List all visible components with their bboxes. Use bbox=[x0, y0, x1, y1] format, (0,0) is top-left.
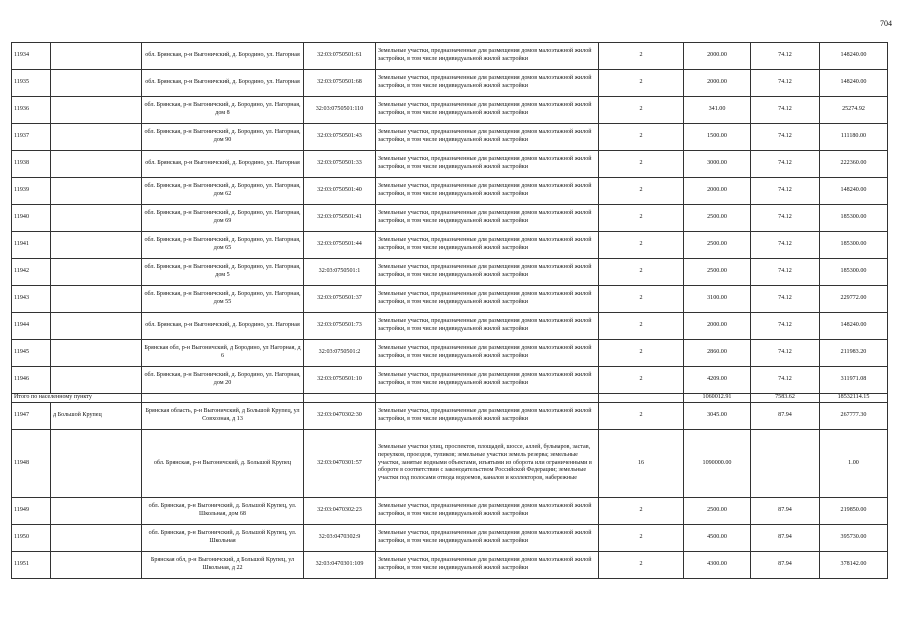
specific-value-cell: 74.12 bbox=[751, 367, 820, 394]
land-use-cell: Земельные участки, предназначенные для размещения домов малоэтажной жилой застройки, в том числе индивидуальной жилой застройки bbox=[376, 286, 599, 313]
subtotal-rate: 7583.62 bbox=[751, 394, 820, 403]
table-row bbox=[12, 430, 888, 498]
table-row bbox=[12, 367, 888, 394]
specific-value-cell: 74.12 bbox=[751, 232, 820, 259]
cadastral-value-cell: 267777.30 bbox=[820, 403, 888, 430]
address-cell: обл. Брянская, р-н Выгоничский, д. Бородино, ул. Нагорная bbox=[142, 70, 304, 97]
subtotal-row bbox=[12, 394, 888, 403]
table-row bbox=[12, 525, 888, 552]
subtotal-section bbox=[12, 394, 888, 403]
locality-cell bbox=[51, 70, 142, 97]
area-cell: 1500.00 bbox=[684, 124, 751, 151]
address-cell: обл. Брянская, р-н Выгоничский, д. Бородино, ул. Нагорная bbox=[142, 151, 304, 178]
table-row bbox=[12, 313, 888, 340]
cadastral-number-cell: 32:03:0750501:40 bbox=[304, 178, 376, 205]
address-cell: Брянская область, р-н Выгоничский, д Большой Крупец, ул Совхозная, д 13 bbox=[142, 403, 304, 430]
cadastral-number-cell: 32:03:0750501:44 bbox=[304, 232, 376, 259]
group-code-cell: 2 bbox=[599, 552, 684, 579]
group-code-cell: 2 bbox=[599, 178, 684, 205]
specific-value-cell: 74.12 bbox=[751, 286, 820, 313]
cadastral-number-cell: 32:03:0750501:37 bbox=[304, 286, 376, 313]
page-number: 704 bbox=[880, 19, 892, 28]
address-cell: обл. Брянская, р-н Выгоничский, д. Бородино, ул. Нагорная, дом 90 bbox=[142, 124, 304, 151]
cadastral-number-cell: 32:03:0750501:73 bbox=[304, 313, 376, 340]
row-number: 11939 bbox=[12, 178, 51, 205]
table-row bbox=[12, 124, 888, 151]
specific-value-cell: 74.12 bbox=[751, 340, 820, 367]
area-cell: 2500.00 bbox=[684, 498, 751, 525]
subtotal-area: 1060012.91 bbox=[684, 394, 751, 403]
row-number: 11950 bbox=[12, 525, 51, 552]
locality-cell bbox=[51, 259, 142, 286]
group-code-cell: 2 bbox=[599, 367, 684, 394]
specific-value-cell: 74.12 bbox=[751, 97, 820, 124]
specific-value-cell: 74.12 bbox=[751, 70, 820, 97]
locality-cell bbox=[51, 43, 142, 70]
specific-value-cell: 87.94 bbox=[751, 403, 820, 430]
cadastral-value-cell: 219850.00 bbox=[820, 498, 888, 525]
locality-cell bbox=[51, 97, 142, 124]
land-use-cell: Земельные участки, предназначенные для размещения домов малоэтажной жилой застройки, в том числе индивидуальной жилой застройки bbox=[376, 151, 599, 178]
land-use-cell: Земельные участки, предназначенные для размещения домов малоэтажной жилой застройки, в том числе индивидуальной жилой застройки bbox=[376, 97, 599, 124]
land-use-cell: Земельные участки, предназначенные для размещения домов малоэтажной жилой застройки, в том числе индивидуальной жилой застройки bbox=[376, 178, 599, 205]
area-cell: 2860.00 bbox=[684, 340, 751, 367]
land-use-cell: Земельные участки, предназначенные для размещения домов малоэтажной жилой застройки, в том числе индивидуальной жилой застройки bbox=[376, 367, 599, 394]
table-row bbox=[12, 70, 888, 97]
locality-cell bbox=[51, 552, 142, 579]
address-cell: обл. Брянская, р-н Выгоничский, д. Бородино, ул. Нагорная, дом 69 bbox=[142, 205, 304, 232]
group-code-cell: 16 bbox=[599, 430, 684, 498]
cadastral-value-cell: 111180.00 bbox=[820, 124, 888, 151]
land-use-cell: Земельные участки, предназначенные для размещения домов малоэтажной жилой застройки, в том числе индивидуальной жилой застройки bbox=[376, 498, 599, 525]
cadastral-number-cell: 32:03:0750501:110 bbox=[304, 97, 376, 124]
locality-cell bbox=[51, 286, 142, 313]
row-number: 11949 bbox=[12, 498, 51, 525]
group-code-cell: 2 bbox=[599, 205, 684, 232]
cadastral-value-cell: 395730.00 bbox=[820, 525, 888, 552]
area-cell: 2000.00 bbox=[684, 70, 751, 97]
specific-value-cell: 87.94 bbox=[751, 498, 820, 525]
address-cell: обл. Брянская, р-н Выгоничский, д. Бородино, ул. Нагорная, дом 5 bbox=[142, 259, 304, 286]
table-row bbox=[12, 403, 888, 430]
specific-value-cell: 74.12 bbox=[751, 151, 820, 178]
group-code-cell: 2 bbox=[599, 124, 684, 151]
cadastral-number-cell: 32:03:0470301:109 bbox=[304, 552, 376, 579]
area-cell: 2500.00 bbox=[684, 259, 751, 286]
cadastral-value-cell: 148240.00 bbox=[820, 43, 888, 70]
land-use-cell: Земельные участки, предназначенные для размещения домов малоэтажной жилой застройки, в том числе индивидуальной жилой застройки bbox=[376, 313, 599, 340]
cadastral-value-cell: 148240.00 bbox=[820, 178, 888, 205]
locality-cell bbox=[51, 151, 142, 178]
area-cell: 3100.00 bbox=[684, 286, 751, 313]
group-code-cell: 2 bbox=[599, 151, 684, 178]
row-number: 11935 bbox=[12, 70, 51, 97]
row-number: 11934 bbox=[12, 43, 51, 70]
area-cell: 341.00 bbox=[684, 97, 751, 124]
cadastral-number-cell: 32:03:0470302:9 bbox=[304, 525, 376, 552]
row-number: 11942 bbox=[12, 259, 51, 286]
subtotal-label: Итого по населенному пункту bbox=[12, 394, 142, 403]
group-code-cell: 2 bbox=[599, 403, 684, 430]
subtotal-value: 18532114.15 bbox=[820, 394, 888, 403]
address-cell: обл. Брянская, р-н Выгоничский, д. Большой Крупец, ул. Школьная bbox=[142, 525, 304, 552]
specific-value-cell: 74.12 bbox=[751, 259, 820, 286]
group-code-cell: 2 bbox=[599, 97, 684, 124]
area-cell: 1090000.00 bbox=[684, 430, 751, 498]
subtotal-empty-cell bbox=[304, 394, 376, 403]
specific-value-cell: 74.12 bbox=[751, 43, 820, 70]
row-number: 11936 bbox=[12, 97, 51, 124]
table-row bbox=[12, 178, 888, 205]
locality-cell bbox=[51, 367, 142, 394]
table-row bbox=[12, 43, 888, 70]
address-cell: обл. Брянская, р-н Выгоничский, д. Бородино, ул. Нагорная, дом 20 bbox=[142, 367, 304, 394]
specific-value-cell: 87.94 bbox=[751, 525, 820, 552]
cadastral-value-cell: 1.00 bbox=[820, 430, 888, 498]
table-row bbox=[12, 552, 888, 579]
row-number: 11941 bbox=[12, 232, 51, 259]
cadastral-value-cell: 185300.00 bbox=[820, 232, 888, 259]
area-cell: 4209.00 bbox=[684, 367, 751, 394]
land-use-cell: Земельные участки, предназначенные для размещения домов малоэтажной жилой застройки, в том числе индивидуальной жилой застройки bbox=[376, 232, 599, 259]
subtotal-empty-cell bbox=[142, 394, 304, 403]
area-cell: 2000.00 bbox=[684, 313, 751, 340]
locality-cell bbox=[51, 178, 142, 205]
table-row bbox=[12, 97, 888, 124]
cadastral-value-cell: 311971.08 bbox=[820, 367, 888, 394]
cadastral-value-cell: 211983.20 bbox=[820, 340, 888, 367]
table-row bbox=[12, 151, 888, 178]
area-cell: 4500.00 bbox=[684, 525, 751, 552]
cadastral-value-cell: 229772.00 bbox=[820, 286, 888, 313]
land-use-cell: Земельные участки, предназначенные для размещения домов малоэтажной жилой застройки, в том числе индивидуальной жилой застройки bbox=[376, 259, 599, 286]
row-number: 11947 bbox=[12, 403, 51, 430]
group-code-cell: 2 bbox=[599, 286, 684, 313]
address-cell: обл. Брянская, р-н Выгоничский, д. Бородино, ул. Нагорная bbox=[142, 313, 304, 340]
locality-cell bbox=[51, 340, 142, 367]
table-row bbox=[12, 232, 888, 259]
cadastral-number-cell: 32:03:0750501:2 bbox=[304, 340, 376, 367]
address-cell: обл. Брянская, р-н Выгоничский, д. Бородино, ул. Нагорная, дом 55 bbox=[142, 286, 304, 313]
cadastral-value-cell: 378142.00 bbox=[820, 552, 888, 579]
area-cell: 4300.00 bbox=[684, 552, 751, 579]
row-number: 11951 bbox=[12, 552, 51, 579]
area-cell: 2000.00 bbox=[684, 178, 751, 205]
cadastral-value-cell: 148240.00 bbox=[820, 70, 888, 97]
cadastral-value-cell: 222360.00 bbox=[820, 151, 888, 178]
table-row bbox=[12, 205, 888, 232]
address-cell: обл. Брянская, р-н Выгоничский, д. Бородино, ул. Нагорная, дом 8 bbox=[142, 97, 304, 124]
table-body-section-b bbox=[12, 403, 888, 579]
cadastral-number-cell: 32:03:0470301:57 bbox=[304, 430, 376, 498]
row-number: 11937 bbox=[12, 124, 51, 151]
cadastral-number-cell: 32:03:0470302:30 bbox=[304, 403, 376, 430]
area-cell: 2500.00 bbox=[684, 232, 751, 259]
cadastral-number-cell: 32:03:0750501:1 bbox=[304, 259, 376, 286]
cadastral-value-cell: 185300.00 bbox=[820, 259, 888, 286]
locality-cell bbox=[51, 205, 142, 232]
group-code-cell: 2 bbox=[599, 340, 684, 367]
cadastral-number-cell: 32:03:0470302:23 bbox=[304, 498, 376, 525]
area-cell: 2500.00 bbox=[684, 205, 751, 232]
group-code-cell: 2 bbox=[599, 43, 684, 70]
cadastral-number-cell: 32:03:0750501:61 bbox=[304, 43, 376, 70]
specific-value-cell: 74.12 bbox=[751, 178, 820, 205]
land-registry-table bbox=[11, 42, 888, 579]
locality-cell bbox=[51, 124, 142, 151]
locality-cell bbox=[51, 525, 142, 552]
locality-cell: д Большой Крупец bbox=[51, 403, 142, 430]
address-cell: обл. Брянская, р-н Выгоничский, д. Большой Крупец, ул. Школьная, дом 68 bbox=[142, 498, 304, 525]
group-code-cell: 2 bbox=[599, 259, 684, 286]
group-code-cell: 2 bbox=[599, 313, 684, 340]
table-body-section-a bbox=[12, 43, 888, 394]
land-use-cell: Земельные участки улиц, проспектов, площадей, шоссе, аллей, бульваров, застав, переулков, проездов, тупиков; земельные участки земель резерва; земельные участки, занятые водными объектами, изъятыми из оборота или ограниченными в обороте в соответствии с законодательством Российской Федерации; земельные участки под полосами отвода водоемов, каналов и коллекторов, набережные bbox=[376, 430, 599, 498]
specific-value-cell: 74.12 bbox=[751, 124, 820, 151]
subtotal-empty-cell bbox=[376, 394, 599, 403]
area-cell: 3045.00 bbox=[684, 403, 751, 430]
cadastral-number-cell: 32:03:0750501:10 bbox=[304, 367, 376, 394]
specific-value-cell: 74.12 bbox=[751, 205, 820, 232]
locality-cell bbox=[51, 313, 142, 340]
land-use-cell: Земельные участки, предназначенные для размещения домов малоэтажной жилой застройки, в том числе индивидуальной жилой застройки bbox=[376, 552, 599, 579]
cadastral-value-cell: 185300.00 bbox=[820, 205, 888, 232]
table-row bbox=[12, 498, 888, 525]
cadastral-number-cell: 32:03:0750501:68 bbox=[304, 70, 376, 97]
land-use-cell: Земельные участки, предназначенные для размещения домов малоэтажной жилой застройки, в том числе индивидуальной жилой застройки bbox=[376, 205, 599, 232]
specific-value-cell bbox=[751, 430, 820, 498]
row-number: 11946 bbox=[12, 367, 51, 394]
land-use-cell: Земельные участки, предназначенные для размещения домов малоэтажной жилой застройки, в том числе индивидуальной жилой застройки bbox=[376, 403, 599, 430]
specific-value-cell: 74.12 bbox=[751, 313, 820, 340]
land-use-cell: Земельные участки, предназначенные для размещения домов малоэтажной жилой застройки, в том числе индивидуальной жилой застройки bbox=[376, 340, 599, 367]
group-code-cell: 2 bbox=[599, 232, 684, 259]
cadastral-number-cell: 32:03:0750501:33 bbox=[304, 151, 376, 178]
row-number: 11938 bbox=[12, 151, 51, 178]
subtotal-empty-cell bbox=[599, 394, 684, 403]
row-number: 11940 bbox=[12, 205, 51, 232]
address-cell: Брянская обл, р-н Выгоничский, д Бородино, ул Нагорная, д 6 bbox=[142, 340, 304, 367]
locality-cell bbox=[51, 498, 142, 525]
group-code-cell: 2 bbox=[599, 70, 684, 97]
address-cell: обл. Брянская, р-н Выгоничский, д. Бородино, ул. Нагорная, дом 65 bbox=[142, 232, 304, 259]
area-cell: 2000.00 bbox=[684, 43, 751, 70]
cadastral-value-cell: 148240.00 bbox=[820, 313, 888, 340]
table-row bbox=[12, 286, 888, 313]
locality-cell bbox=[51, 430, 142, 498]
cadastral-number-cell: 32:03:0750501:43 bbox=[304, 124, 376, 151]
land-use-cell: Земельные участки, предназначенные для размещения домов малоэтажной жилой застройки, в том числе индивидуальной жилой застройки bbox=[376, 124, 599, 151]
address-cell: обл. Брянская, р-н Выгоничский, д. Бородино, ул. Нагорная bbox=[142, 43, 304, 70]
land-use-cell: Земельные участки, предназначенные для размещения домов малоэтажной жилой застройки, в том числе индивидуальной жилой застройки bbox=[376, 43, 599, 70]
row-number: 11944 bbox=[12, 313, 51, 340]
row-number: 11943 bbox=[12, 286, 51, 313]
locality-cell bbox=[51, 232, 142, 259]
specific-value-cell: 87.94 bbox=[751, 552, 820, 579]
land-use-cell: Земельные участки, предназначенные для размещения домов малоэтажной жилой застройки, в том числе индивидуальной жилой застройки bbox=[376, 525, 599, 552]
area-cell: 3000.00 bbox=[684, 151, 751, 178]
table-row bbox=[12, 340, 888, 367]
table-row bbox=[12, 259, 888, 286]
row-number: 11948 bbox=[12, 430, 51, 498]
cadastral-number-cell: 32:03:0750501:41 bbox=[304, 205, 376, 232]
address-cell: Брянская обл, р-н Выгоничский, д Большой Крупец, ул Школьная, д 22 bbox=[142, 552, 304, 579]
address-cell: обл. Брянская, р-н Выгоничский, д. Большой Крупец bbox=[142, 430, 304, 498]
cadastral-value-cell: 25274.92 bbox=[820, 97, 888, 124]
group-code-cell: 2 bbox=[599, 525, 684, 552]
row-number: 11945 bbox=[12, 340, 51, 367]
land-use-cell: Земельные участки, предназначенные для размещения домов малоэтажной жилой застройки, в том числе индивидуальной жилой застройки bbox=[376, 70, 599, 97]
group-code-cell: 2 bbox=[599, 498, 684, 525]
address-cell: обл. Брянская, р-н Выгоничский, д. Бородино, ул. Нагорная, дом 62 bbox=[142, 178, 304, 205]
